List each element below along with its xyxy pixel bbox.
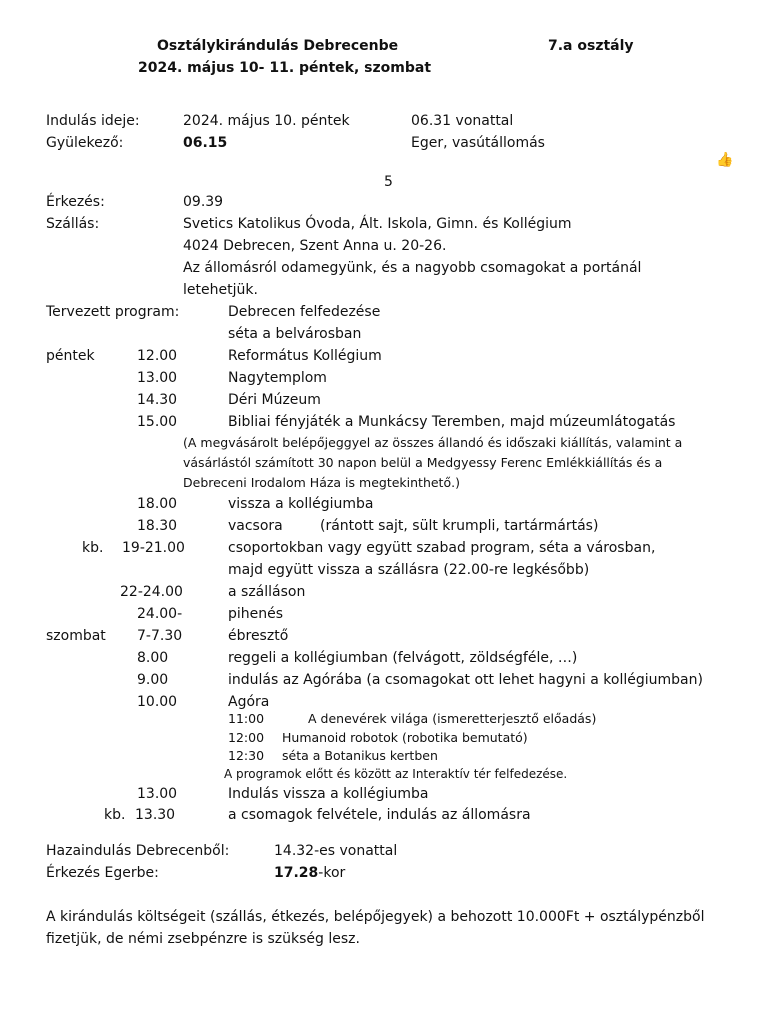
ticket-note: (A megvásárolt belépőjeggyel az összes állandó és időszaki kiállítás, valamint a <box>183 435 683 450</box>
schedule-time: 19-21.00 <box>122 540 185 556</box>
schedule-item: a csomagok felvétele, indulás az állomásra <box>228 807 531 823</box>
agora-item: Humanoid robotok (robotika bemutató) <box>282 730 528 745</box>
approx-prefix: kb. <box>104 807 126 823</box>
agora-time: 12:00 <box>228 730 265 745</box>
lodging-note-cont: letehetjük. <box>183 282 258 298</box>
schedule-time: 13.30 <box>135 807 176 823</box>
schedule-item: vissza a kollégiumba <box>228 496 374 512</box>
agora-time: 11:00 <box>228 711 265 726</box>
schedule-item: vacsora <box>228 518 283 534</box>
schedule-time: 24.00- <box>137 606 183 622</box>
agora-note: A programok előtt és között az Interaktív tér felfedezése. <box>224 767 568 781</box>
lodging-label: Szállás: <box>46 216 100 232</box>
schedule-time: 13.00 <box>137 786 178 802</box>
schedule-item: reggeli a kollégiumban (felvágott, zöldségféle, …) <box>228 650 578 666</box>
schedule-item: csoportokban vagy együtt szabad program, séta a városban, <box>228 540 656 556</box>
arrival-label: Érkezés: <box>46 194 105 210</box>
program-intro-walk: séta a belvárosban <box>228 326 362 342</box>
schedule-item: indulás az Agórába (a csomagokat ott lehet hagyni a kollégiumban) <box>228 672 703 688</box>
meeting-time: 06.15 <box>183 135 228 151</box>
thumbs-up-icon[interactable]: 👍 <box>716 152 734 168</box>
return-label: Hazaindulás Debrecenből: <box>46 843 230 859</box>
document-title: Osztálykirándulás Debrecenbe <box>157 38 399 54</box>
reaction-count: 5 <box>384 174 393 190</box>
schedule-item: Indulás vissza a kollégiumba <box>228 786 429 802</box>
schedule-time: 22-24.00 <box>120 584 183 600</box>
departure-train: 06.31 vonattal <box>411 113 514 129</box>
departure-label: Indulás ideje: <box>46 113 140 129</box>
schedule-item: Déri Múzeum <box>228 392 321 408</box>
lodging-name: Svetics Katolikus Óvoda, Ált. Iskola, Gimn. és Kollégium <box>183 216 572 232</box>
ticket-note-line3: Debreceni Irodalom Háza is megtekinthető.) <box>183 475 460 490</box>
approx-prefix: kb. <box>82 540 104 556</box>
schedule-item-cont: majd együtt vissza a szállásra (22.00-re legkésőbb) <box>228 562 590 578</box>
meeting-place: Eger, vasútállomás <box>411 135 545 151</box>
schedule-item: Bibliai fényjáték a Munkácsy Teremben, majd múzeumlátogatás <box>228 414 676 430</box>
schedule-item: pihenés <box>228 606 284 622</box>
meeting-label: Gyülekező: <box>46 135 124 151</box>
class-name: 7.a osztály <box>548 38 634 54</box>
schedule-time: 15.00 <box>137 414 178 430</box>
schedule-item: Nagytemplom <box>228 370 327 386</box>
schedule-time: 7-7.30 <box>137 628 183 644</box>
home-arrival-label: Érkezés Egerbe: <box>46 865 159 881</box>
costs-text: A kirándulás költségeit (szállás, étkezés, belépőjegyek) a behozott 10.000Ft + osztálypénzből <box>46 909 705 925</box>
dinner-menu: (rántott sajt, sült krumpli, tartármártás) <box>320 518 599 534</box>
schedule-time: 18.30 <box>137 518 178 534</box>
home-arrival-hour: 17.28 <box>274 865 319 881</box>
lodging-address: 4024 Debrecen, Szent Anna u. 20-26. <box>183 238 447 254</box>
home-arrival-time <box>274 864 345 882</box>
day-label-friday: péntek <box>46 348 95 364</box>
program-intro: Debrecen felfedezése <box>228 304 381 320</box>
departure-date: 2024. május 10. péntek <box>183 113 350 129</box>
costs-text-cont: fizetjük, de némi zsebpénzre is szükség lesz. <box>46 931 360 947</box>
schedule-time: 12.00 <box>137 348 178 364</box>
lodging-note: Az állomásról odamegyünk, és a nagyobb csomagokat a portánál <box>183 260 642 276</box>
agora-item: A denevérek világa (ismeretterjesztő előadás) <box>308 711 597 726</box>
schedule-item: a szálláson <box>228 584 306 600</box>
arrival-time: 09.39 <box>183 194 224 210</box>
schedule-time: 10.00 <box>137 694 178 710</box>
program-label: Tervezett program: <box>46 304 180 320</box>
schedule-item: Agóra <box>228 694 270 710</box>
schedule-time: 13.00 <box>137 370 178 386</box>
schedule-item: ébresztő <box>228 628 289 644</box>
schedule-time: 14.30 <box>137 392 178 408</box>
return-train: 14.32-es vonattal <box>274 843 398 859</box>
schedule-time: 18.00 <box>137 496 178 512</box>
schedule-item: Református Kollégium <box>228 348 382 364</box>
home-arrival-suffix: -kor <box>318 865 346 881</box>
schedule-time: 8.00 <box>137 650 169 666</box>
agora-item: séta a Botanikus kertben <box>282 748 438 763</box>
day-label-saturday: szombat <box>46 628 106 644</box>
trip-dates: 2024. május 10- 11. péntek, szombat <box>138 60 432 76</box>
ticket-note-line2: vásárlástól számított 30 napon belül a Medgyessy Ferenc Emlékkiállítás és a <box>183 455 663 470</box>
schedule-time: 9.00 <box>137 672 169 688</box>
agora-time: 12:30 <box>228 748 265 763</box>
